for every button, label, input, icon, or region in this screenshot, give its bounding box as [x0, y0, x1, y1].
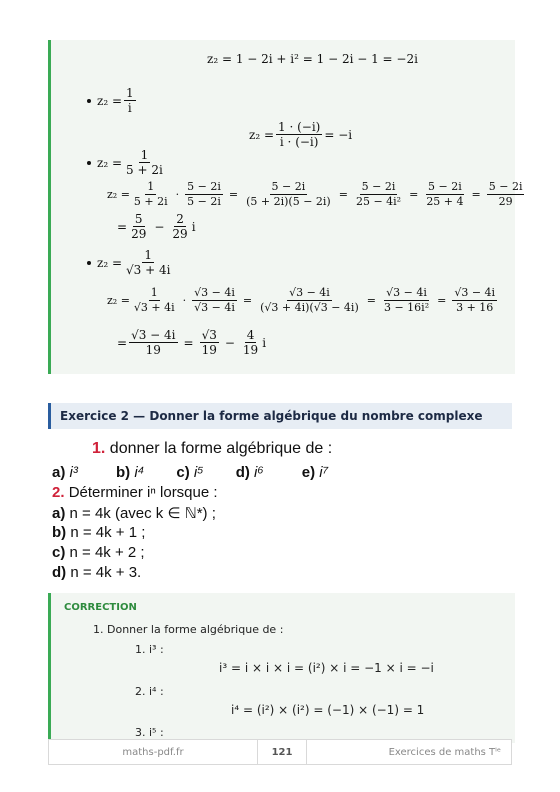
- question-1: [92, 440, 332, 458]
- numerator: 2: [176, 212, 184, 226]
- bullet-icon: [87, 261, 91, 265]
- numerator: √3 − 4i: [131, 328, 176, 342]
- question-2-item-d: [52, 564, 141, 581]
- denominator: 25 − 4i²: [355, 195, 402, 208]
- denominator: 19: [201, 343, 217, 357]
- operator: =: [366, 294, 376, 307]
- question-2-item-b: [52, 524, 145, 541]
- item-power: i⁴: [134, 464, 145, 481]
- denominator: 5 + 2i: [126, 163, 163, 177]
- calc-line-b2: [107, 180, 526, 209]
- calc-line-b3-result: [117, 328, 266, 357]
- numerator: 5: [134, 212, 143, 226]
- numerator: √3 − 4i: [386, 286, 427, 299]
- question-text: Déterminer iⁿ lorsque :: [68, 484, 218, 501]
- correction-equation-2: i⁴ = (i²) × (i²) = (−1) × (−1) = 1: [231, 703, 425, 717]
- bullet-z2-over-i: [87, 86, 138, 115]
- fraction: [185, 180, 223, 209]
- item-text: n = 4k (avec k ∈ ℕ*) ;: [69, 505, 216, 522]
- correction-box: [48, 593, 515, 743]
- imag-unit: i: [262, 335, 267, 350]
- fraction: [124, 148, 165, 177]
- numerator: 1: [126, 86, 134, 100]
- operator: =: [409, 188, 419, 201]
- fraction: [132, 286, 177, 315]
- numerator: 5 − 2i: [187, 180, 221, 193]
- fraction: [241, 328, 260, 357]
- denominator: 3 − 16i²: [383, 301, 430, 314]
- correction-sub-1: 1. i³ :: [135, 643, 164, 656]
- item-label: a): [52, 505, 66, 522]
- operator: =: [471, 188, 481, 201]
- numerator: 4: [246, 328, 255, 342]
- imag-unit: i: [191, 219, 196, 234]
- item-label: c): [176, 464, 190, 481]
- denominator: √3 − 4i: [194, 301, 235, 314]
- lhs: z₂ =: [107, 188, 130, 201]
- fraction: [170, 212, 189, 241]
- denominator: √3 + 4i: [126, 263, 171, 277]
- denominator: 19: [145, 343, 161, 357]
- denominator: 19: [242, 343, 259, 357]
- numerator: 1: [140, 148, 149, 162]
- item-power: i⁵: [193, 464, 204, 481]
- fraction: [382, 286, 431, 315]
- operator: −: [224, 335, 235, 350]
- numerator: √3: [201, 328, 217, 342]
- item-power: i⁶: [254, 464, 264, 481]
- denominator: i: [127, 101, 132, 115]
- denominator: √3 + 4i: [133, 301, 175, 314]
- item-power: i⁷: [319, 464, 329, 481]
- item-label: b): [116, 464, 131, 481]
- denominator: 25 + 4: [426, 195, 464, 208]
- denominator: i · (−i): [279, 135, 319, 149]
- fraction: [487, 180, 525, 209]
- numerator: 1: [147, 180, 155, 193]
- item-label: d): [52, 564, 67, 581]
- numerator: 1 · (−i): [278, 120, 321, 134]
- denominator: 5 + 2i: [133, 195, 168, 208]
- fraction: [124, 248, 172, 277]
- operator: =: [338, 188, 348, 201]
- operator: =: [437, 294, 447, 307]
- numerator: √3 − 4i: [454, 286, 496, 299]
- correction-sub-3: 3. i⁵ :: [135, 726, 164, 739]
- lhs: z₂ =: [97, 255, 123, 270]
- fraction: [192, 286, 237, 315]
- correction-equation-1: i³ = i × i × i = (i²) × i = −1 × i = −i: [219, 661, 434, 675]
- item-text: n = 4k + 2 ;: [69, 544, 145, 561]
- bullet-z2-over-sqrt3plus4i: [87, 248, 174, 277]
- denominator: (5 + 2i)(5 − 2i): [246, 195, 331, 208]
- equals: =: [117, 335, 128, 350]
- item-label: e): [301, 464, 316, 481]
- operator: ·: [182, 294, 187, 307]
- item-power: i³: [69, 464, 78, 481]
- fraction: [244, 180, 333, 209]
- equation-z2-line: [207, 52, 418, 66]
- question-2-item-a: [52, 504, 216, 522]
- correction-label: CORRECTION: [64, 602, 137, 613]
- fraction: [276, 120, 322, 149]
- exercise-heading: [48, 403, 512, 429]
- numerator: 5 − 2i: [271, 180, 306, 193]
- bullet-icon: [87, 99, 91, 103]
- operator: −: [154, 219, 165, 234]
- result: = −i: [324, 127, 353, 142]
- numerator: 1: [144, 248, 153, 262]
- calc-z2-over-i: [249, 120, 352, 149]
- denominator: (√3 + 4i)(√3 − 4i): [260, 301, 359, 314]
- calc-line-b2-result: [117, 212, 196, 241]
- question-text: donner la forme algébrique de :: [109, 440, 333, 457]
- numerator: 5 − 2i: [361, 180, 396, 193]
- fraction: [129, 328, 177, 357]
- fraction: [258, 286, 361, 315]
- previous-correction-block: [48, 40, 523, 374]
- denominator: 29: [498, 195, 513, 208]
- fraction: [124, 86, 136, 115]
- numerator: 5 − 2i: [488, 180, 523, 193]
- fraction: [200, 328, 219, 357]
- equals: =: [117, 219, 128, 234]
- fraction: [354, 180, 403, 209]
- denominator: 29: [131, 227, 147, 241]
- question-1-items: [52, 464, 328, 481]
- operator: =: [228, 188, 239, 201]
- numerator: √3 − 4i: [194, 286, 235, 299]
- footer-page-number: 121: [257, 740, 307, 764]
- item-label: b): [52, 524, 67, 541]
- item-label: d): [235, 464, 250, 481]
- bullet-z2-over-5plus2i: [87, 148, 167, 177]
- lhs: z₂ =: [107, 294, 130, 307]
- operator: =: [183, 335, 194, 350]
- denominator: 29: [172, 227, 188, 241]
- lhs: z₂ =: [97, 93, 123, 108]
- question-number: 1.: [92, 440, 106, 457]
- lhs: z₂ =: [97, 155, 123, 170]
- fraction: [424, 180, 465, 209]
- operator: =: [242, 294, 253, 307]
- fraction: [132, 180, 170, 209]
- equation-text: z₂ = 1 − 2i + i² = 1 − 2i − 1 = −2i: [207, 52, 418, 66]
- correction-sub-2: 2. i⁴ :: [135, 685, 164, 698]
- calc-line-b3: [107, 286, 499, 315]
- question-2: [52, 484, 218, 501]
- bullet-icon: [87, 161, 91, 165]
- denominator: 3 + 16: [456, 301, 494, 314]
- question-number: 2.: [52, 484, 65, 501]
- exercise-title: Exercice 2 — Donner la forme algébrique du nombre complexe: [60, 409, 483, 423]
- numerator: 1: [150, 286, 158, 299]
- item-label: c): [52, 544, 66, 561]
- numerator: √3 − 4i: [289, 286, 330, 299]
- numerator: 5 − 2i: [428, 180, 462, 193]
- item-text: n = 4k + 3.: [70, 564, 142, 581]
- denominator: 5 − 2i: [187, 195, 221, 208]
- item-label: a): [52, 464, 66, 481]
- correction-item-1: 1. Donner la forme algébrique de :: [93, 623, 284, 636]
- fraction: [452, 286, 497, 315]
- footer-site: maths-pdf.fr: [122, 746, 184, 758]
- item-text: n = 4k + 1 ;: [70, 524, 146, 541]
- operator: ·: [175, 188, 180, 201]
- lhs: z₂ =: [249, 127, 275, 142]
- footer-title: Exercices de maths Tˡᵉ: [388, 746, 501, 758]
- fraction: [129, 212, 148, 241]
- question-2-item-c: [52, 544, 145, 561]
- page-footer: [48, 739, 512, 765]
